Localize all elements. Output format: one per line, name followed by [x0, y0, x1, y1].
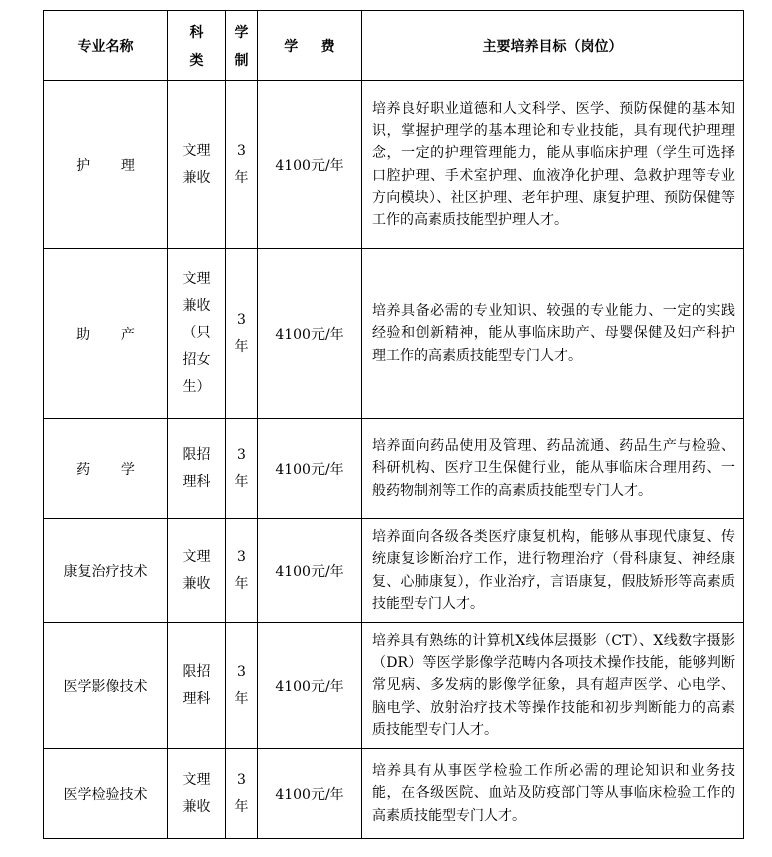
major-type: 文理 兼收 — [168, 749, 226, 839]
major-name: 康复治疗技术 — [44, 519, 168, 623]
major-fee: 4100元/年 — [258, 81, 362, 249]
major-type: 限招 理科 — [168, 419, 226, 519]
table-row — [44, 81, 744, 249]
major-years: 3 年 — [226, 519, 258, 623]
major-name: 护理 — [44, 81, 168, 249]
major-years: 3 年 — [226, 249, 258, 419]
table-row — [44, 249, 744, 419]
header-goal: 主要培养目标（岗位） — [362, 11, 744, 81]
major-fee: 4100元/年 — [258, 419, 362, 519]
major-name: 助产 — [44, 249, 168, 419]
major-goal: 培养面向各级各类医疗康复机构，能够从事现代康复、传统康复诊断治疗工作，进行物理治疗（骨科康复、神经康复、心肺康复），作业治疗，言语康复，假肢矫形等高素质技能型专门人才。 — [362, 519, 744, 623]
header-type: 科 类 — [168, 11, 226, 81]
major-name: 医学影像技术 — [44, 623, 168, 749]
major-goal: 培养面向药品使用及管理、药品流通、药品生产与检验、科研机构、医疗卫生保健行业，能从事临床合理用药、一般药物制剂等工作的高素质技能型专门人才。 — [362, 419, 744, 519]
header-name: 专业名称 — [44, 11, 168, 81]
major-type: 文理 兼收 — [168, 81, 226, 249]
major-years: 3 年 — [226, 749, 258, 839]
major-name: 医学检验技术 — [44, 749, 168, 839]
major-years: 3 年 — [226, 623, 258, 749]
table-row — [44, 623, 744, 749]
table-row — [44, 749, 744, 839]
header-years: 学 制 — [226, 11, 258, 81]
major-type: 文理 兼收 — [168, 519, 226, 623]
major-type: 文理 兼收 （只 招女 生） — [168, 249, 226, 419]
major-goal: 培养具有熟练的计算机X线体层摄影（CT）、X线数字摄影（DR）等医学影像学范畴内各项技术操作技能，能够判断常见病、多发病的影像学征象，具有超声医学、心电学、脑电学、放射治疗技术等操作技能和初步判断能力的高素质技能型专门人才。 — [362, 623, 744, 749]
header-fee: 学费 — [258, 11, 362, 81]
major-fee: 4100元/年 — [258, 623, 362, 749]
majors-table — [43, 10, 744, 839]
major-fee: 4100元/年 — [258, 249, 362, 419]
major-goal: 培养良好职业道德和人文科学、医学、预防保健的基本知识，掌握护理学的基本理论和专业技能，具有现代护理理念，一定的护理管理能力，能从事临床护理（学生可选择口腔护理、手术室护理、血液净化护理、急救护理等专业方向模块）、社区护理、老年护理、康复护理、预防保健等工作的高素质技能型护理人才。 — [362, 81, 744, 249]
major-years: 3 年 — [226, 419, 258, 519]
major-type: 限招 理科 — [168, 623, 226, 749]
major-goal: 培养具备必需的专业知识、较强的专业能力、一定的实践经验和创新精神，能从事临床助产、母婴保健及妇产科护理工作的高素质技能型专门人才。 — [362, 249, 744, 419]
major-name: 药学 — [44, 419, 168, 519]
table-row — [44, 419, 744, 519]
major-fee: 4100元/年 — [258, 749, 362, 839]
header-row — [44, 11, 744, 81]
major-years: 3 年 — [226, 81, 258, 249]
major-fee: 4100元/年 — [258, 519, 362, 623]
table-row — [44, 519, 744, 623]
major-goal: 培养具有从事医学检验工作所必需的理论知识和业务技能，在各级医院、血站及防疫部门等从事临床检验工作的高素质技能型专门人才。 — [362, 749, 744, 839]
